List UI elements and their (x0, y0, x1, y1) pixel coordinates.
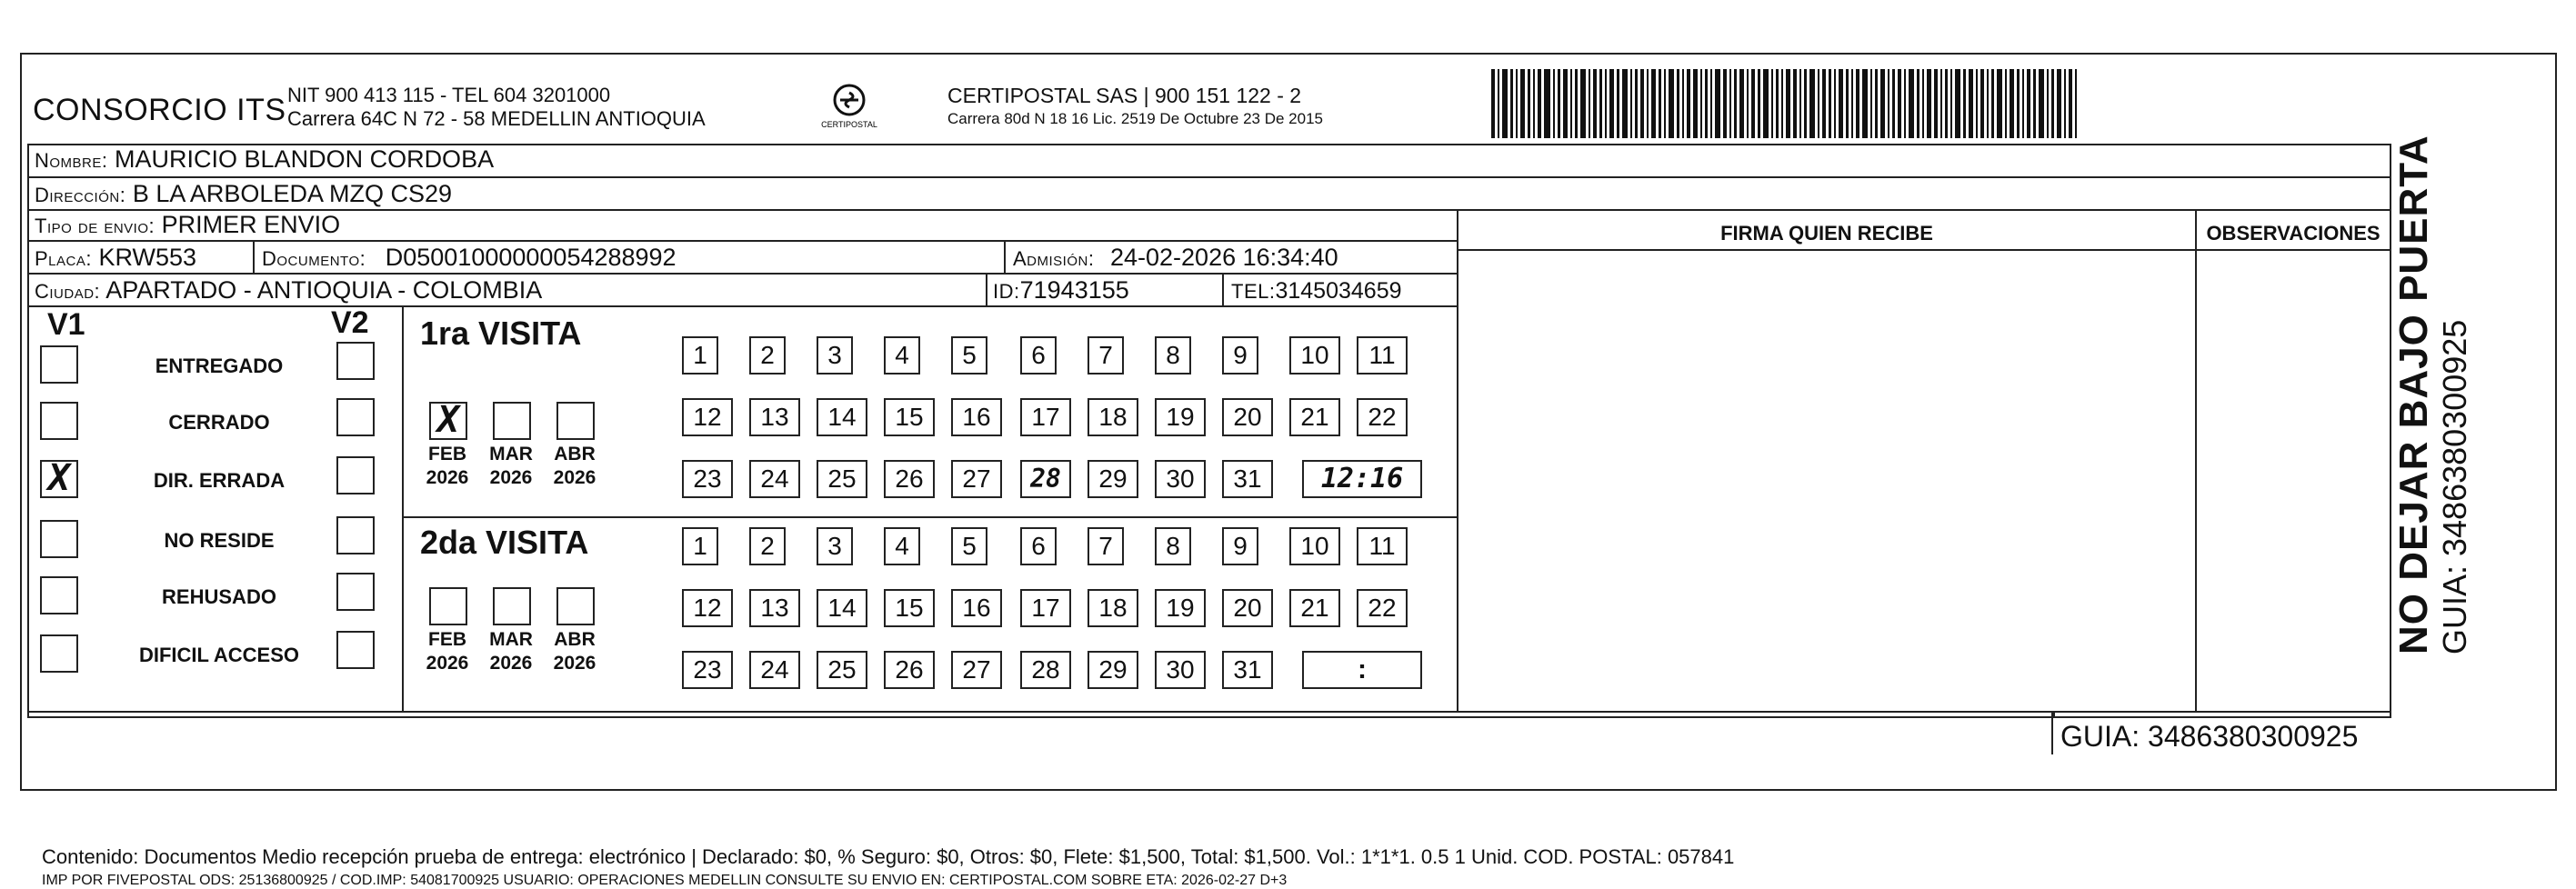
month-checkbox (556, 587, 595, 625)
day-box: 9 (1222, 527, 1258, 565)
day-box: 23 (682, 460, 733, 498)
certi-line2: Carrera 80d N 18 16 Lic. 2519 De Octubre 23 De 2015 (947, 110, 1323, 127)
ciudad-value: APARTADO - ANTIOQUIA - COLOMBIA (105, 276, 543, 304)
day-box: 28 (1020, 460, 1071, 498)
day-box: 8 (1155, 527, 1191, 565)
footer-imp: IMP POR FIVEPOSTAL ODS: 25136800925 / COD.IMP: 54081700925 USUARIO: OPERACIONES MEDELLIN CONSULTE SU ENVIO EN: CERTIPOSTAL.COM SOBRE ETA: 2026-02-27 D+3 (42, 873, 1288, 888)
v1-label: V1 (47, 307, 85, 342)
day-box: 26 (884, 651, 935, 689)
v1-checkbox (40, 520, 78, 558)
month-checkbox (493, 587, 531, 625)
tel-label: TEL: (1231, 280, 1276, 303)
month-label: ABR (554, 444, 596, 464)
day-box: 17 (1020, 398, 1071, 436)
certi-line1: CERTIPOSTAL SAS | 900 151 122 - 2 (947, 84, 1302, 107)
certipostal-logo (817, 80, 882, 140)
day-box: 29 (1088, 460, 1138, 498)
day-box: 16 (951, 398, 1002, 436)
day-box: 25 (817, 460, 867, 498)
tipo-value: PRIMER ENVIO (161, 211, 341, 238)
month-year: 2026 (426, 653, 469, 674)
month-label: FEB (428, 629, 466, 650)
id-field (993, 276, 1129, 305)
v1-checkbox (40, 634, 78, 673)
day-box: 3 (817, 527, 853, 565)
footer-guia: GUIA: 3486380300925 (2060, 720, 2359, 753)
placa-value: KRW553 (98, 244, 197, 271)
day-box: 3 (817, 336, 853, 375)
direccion-row (35, 180, 452, 208)
admision-label: Admisión: (1013, 247, 1095, 270)
day-box: 23 (682, 651, 733, 689)
visit1-time: 12:16 (1302, 460, 1422, 498)
v1-check-mark: X (47, 457, 71, 499)
status-label: ENTREGADO (155, 355, 284, 377)
day-box: 14 (817, 589, 867, 627)
day-box: 25 (817, 651, 867, 689)
day-box: 13 (749, 589, 800, 627)
month-year: 2026 (553, 467, 596, 488)
tel-field (1231, 278, 1402, 305)
footer-content: Contenido: Documentos Medio recepción prueba de entrega: electrónico | Declarado: $0, % Seguro: $0, Otros: $0, Flete: $1,500, Total: $1,500. Vol.: 1*1*1. 0.5 1 Unid. COD. POSTAL: 057841 (42, 845, 1735, 868)
day-box: 2 (749, 527, 786, 565)
nit-line: NIT 900 413 115 - TEL 604 3201000 (287, 84, 611, 106)
day-box: 6 (1020, 336, 1057, 375)
day-box: 27 (951, 460, 1002, 498)
day-box: 5 (951, 527, 987, 565)
admision-value: 24-02-2026 16:34:40 (1109, 244, 1338, 271)
status-label: DIFICIL ACCESO (138, 644, 299, 666)
visit1-title: 1ra VISITA (420, 315, 582, 352)
day-box: 2 (749, 336, 786, 375)
month-year: 2026 (426, 467, 469, 488)
company-name: CONSORCIO ITS (33, 93, 286, 127)
visit2-title: 2da VISITA (420, 524, 589, 561)
day-box: 19 (1155, 589, 1206, 627)
day-box: 27 (951, 651, 1002, 689)
day-box: 15 (884, 398, 935, 436)
day-box: 30 (1155, 460, 1206, 498)
month-year: 2026 (489, 653, 533, 674)
day-box: 13 (749, 398, 800, 436)
documento-value: D05001000000054288992 (385, 244, 677, 271)
ciudad-label: Ciudad: (35, 280, 101, 303)
day-box: 24 (749, 651, 800, 689)
month-label: MAR (489, 444, 533, 464)
day-box: 11 (1357, 527, 1408, 565)
day-box: 4 (884, 527, 920, 565)
barcode (1491, 69, 2219, 138)
month-checkbox (556, 402, 595, 440)
day-box: 8 (1155, 336, 1191, 375)
day-box: 16 (951, 589, 1002, 627)
id-value: 71943155 (1019, 276, 1129, 304)
direccion-label: Dirección: (35, 184, 126, 206)
month-label: MAR (489, 629, 533, 650)
status-label: DIR. ERRADA (153, 469, 286, 492)
v1-checkbox (40, 402, 78, 440)
tipo-row (35, 211, 340, 239)
address-line: Carrera 64C N 72 - 58 MEDELLIN ANTIOQUIA (287, 107, 706, 130)
month-year: 2026 (489, 467, 533, 488)
day-box: 7 (1088, 527, 1124, 565)
month-year: 2026 (553, 653, 596, 674)
v2-label: V2 (331, 305, 369, 340)
status-label: NO RESIDE (164, 529, 275, 552)
day-box: 10 (1289, 336, 1340, 375)
nombre-row (35, 145, 494, 174)
id-label: ID: (993, 280, 1020, 303)
v2-checkbox (336, 516, 375, 554)
documento-field (262, 244, 677, 272)
guia-divider (2051, 711, 2053, 754)
day-box: 12 (682, 398, 733, 436)
day-box: 22 (1357, 398, 1408, 436)
month-check-mark: X (436, 399, 460, 441)
day-box: 7 (1088, 336, 1124, 375)
guia-top (2051, 711, 2391, 713)
nombre-label: Nombre: (35, 149, 108, 172)
day-box: 20 (1222, 589, 1273, 627)
day-box: 26 (884, 460, 935, 498)
nombre-value: MAURICIO BLANDON CORDOBA (115, 145, 495, 173)
ciudad-field (35, 276, 542, 305)
day-box: 29 (1088, 651, 1138, 689)
placa-field (35, 244, 196, 272)
tipo-label: Tipo de envio: (35, 215, 155, 237)
no-dejar-warning: NO DEJAR BAJO PUERTA (2391, 135, 2436, 654)
day-box: 12 (682, 589, 733, 627)
day-box: 18 (1088, 589, 1138, 627)
tel-value: 3145034659 (1275, 278, 1402, 304)
month-checkbox (493, 402, 531, 440)
company-info (287, 84, 706, 131)
side-text (2391, 135, 2473, 654)
v2-checkbox (336, 573, 375, 611)
day-box: 6 (1020, 527, 1057, 565)
documento-label: Documento: (262, 247, 366, 270)
observaciones-header: OBSERVACIONES (2206, 222, 2381, 245)
certipostal-info (947, 84, 1323, 131)
status-label: REHUSADO (162, 585, 276, 608)
day-box: 15 (884, 589, 935, 627)
day-box: 21 (1289, 589, 1340, 627)
firma-header: FIRMA QUIEN RECIBE (1720, 222, 1933, 245)
v2-checkbox (336, 456, 375, 494)
day-box: 1 (682, 336, 718, 375)
day-box: 14 (817, 398, 867, 436)
day-box: 19 (1155, 398, 1206, 436)
month-checkbox (429, 587, 467, 625)
day-box: 18 (1088, 398, 1138, 436)
day-box: 24 (749, 460, 800, 498)
day-box: 22 (1357, 589, 1408, 627)
day-box: 28 (1020, 651, 1071, 689)
v2-checkbox (336, 342, 375, 380)
month-label: ABR (554, 629, 596, 650)
v1-checkbox (40, 345, 78, 384)
day-box: 20 (1222, 398, 1273, 436)
placa-label: Placa: (35, 247, 92, 270)
status-label: CERRADO (168, 411, 270, 434)
v2-checkbox (336, 398, 375, 436)
visit2-time: : (1302, 651, 1422, 689)
direccion-value: B LA ARBOLEDA MZQ CS29 (132, 180, 453, 207)
day-box: 10 (1289, 527, 1340, 565)
day-box: 4 (884, 336, 920, 375)
day-box: 1 (682, 527, 718, 565)
day-box: 17 (1020, 589, 1071, 627)
logo-text: CERTIPOSTAL (821, 120, 877, 129)
day-box: 31 (1222, 460, 1273, 498)
admision-field (1013, 244, 1338, 272)
day-box: 21 (1289, 398, 1340, 436)
month-label: FEB (428, 444, 466, 464)
day-box: 31 (1222, 651, 1273, 689)
v1-checkbox (40, 576, 78, 614)
day-box: 30 (1155, 651, 1206, 689)
day-box: 5 (951, 336, 987, 375)
side-guia: GUIA: 3486380300925 (2436, 319, 2473, 654)
day-box: 11 (1357, 336, 1408, 375)
day-box: 9 (1222, 336, 1258, 375)
v2-checkbox (336, 631, 375, 669)
